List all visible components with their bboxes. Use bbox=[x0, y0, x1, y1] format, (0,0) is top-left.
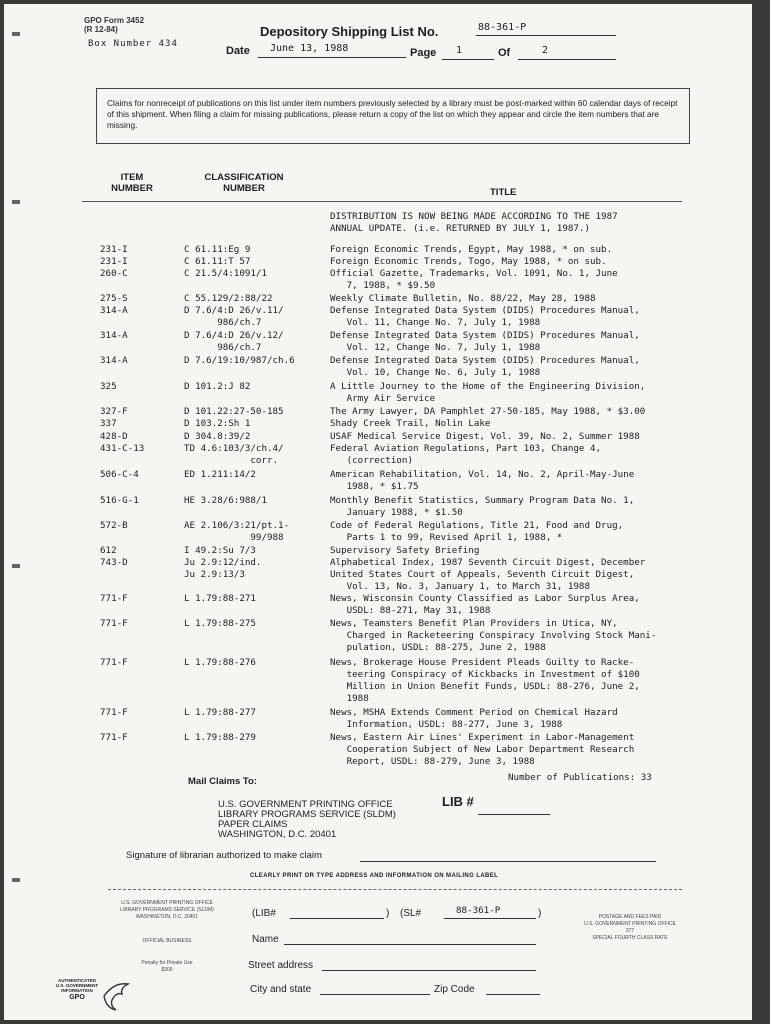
signature-line[interactable] bbox=[360, 861, 656, 862]
list-number-value: 88-361-P bbox=[478, 22, 527, 33]
publication-title: A Little Journey to the Home of the Engineering Division, bbox=[330, 381, 646, 392]
publication-title: 7, 1988, * $9.50 bbox=[330, 280, 436, 291]
list-item bbox=[4, 707, 752, 719]
list-item bbox=[4, 469, 752, 481]
publication-title: Vol. 13, No. 3, January 1, to March 31, 1988 bbox=[330, 581, 590, 592]
list-item bbox=[4, 268, 752, 280]
publication-title: teering Conspiracy of Kickbacks in Investment of $100 bbox=[330, 669, 640, 680]
list-item bbox=[4, 520, 752, 532]
official-business: OFFICIAL BUSINESS bbox=[142, 938, 192, 944]
list-item bbox=[4, 569, 752, 581]
classification-number: I 49.2:Su 7/3 bbox=[184, 545, 256, 556]
lib-number-label: LIB # bbox=[442, 794, 474, 809]
list-item bbox=[4, 732, 752, 744]
classification-number: L 1.79:88-271 bbox=[184, 593, 256, 604]
of-value: 2 bbox=[542, 45, 549, 56]
sl-field-close: ) bbox=[538, 908, 542, 919]
date-label: Date bbox=[226, 45, 250, 57]
list-item bbox=[4, 756, 752, 768]
item-number: 327-F bbox=[100, 406, 128, 417]
classification-number: 986/ch.7 bbox=[184, 342, 262, 353]
publication-title: News, Brokerage House President Pleads Guilty to Racke- bbox=[330, 657, 635, 668]
list-item bbox=[4, 657, 752, 669]
street-field[interactable] bbox=[322, 970, 536, 971]
item-number: 771-F bbox=[100, 593, 128, 604]
list-item bbox=[4, 481, 752, 493]
signature-label: Signature of librarian authorized to make claim bbox=[126, 850, 322, 861]
list-item bbox=[4, 244, 752, 256]
list-item bbox=[4, 744, 752, 756]
print-instruction: CLEARLY PRINT OR TYPE ADDRESS AND INFORMATION ON MAILING LABEL bbox=[250, 873, 499, 879]
list-item bbox=[4, 605, 752, 617]
classification-number: D 103.2:Sh 1 bbox=[184, 418, 251, 429]
postage-block: POSTAGE AND FEES PAID U.S. GOVERNMENT PRINTING OFFICE 377 SPECIAL FOURTH CLASS RATE bbox=[584, 914, 676, 941]
publication-title: USDL: 88-271, May 31, 1988 bbox=[330, 605, 491, 616]
classification-number: Ju 2.9:13/3 bbox=[184, 569, 245, 580]
sl-field[interactable] bbox=[444, 918, 536, 919]
list-item bbox=[4, 355, 752, 367]
binding-hole bbox=[12, 32, 20, 36]
column-header-item: ITEM NUMBER bbox=[111, 172, 153, 194]
list-item bbox=[4, 431, 752, 443]
item-number: 275-S bbox=[100, 293, 128, 304]
classification-number: D 7.6/4:D 26/v.12/ bbox=[184, 330, 284, 341]
list-item bbox=[4, 507, 752, 519]
publication-title: Shady Creek Trail, Nolin Lake bbox=[330, 418, 491, 429]
of-line bbox=[518, 59, 616, 60]
column-header-classification: CLASSIFICATION NUMBER bbox=[204, 172, 284, 194]
list-item bbox=[4, 293, 752, 305]
column-header-title: TITLE bbox=[490, 187, 517, 198]
binding-hole bbox=[12, 878, 20, 882]
binding-hole bbox=[12, 200, 20, 204]
publication-count: Number of Publications: 33 bbox=[508, 772, 652, 783]
publication-title: Vol. 10, Change No. 6, July 1, 1988 bbox=[330, 367, 541, 378]
publication-title: 1988 bbox=[330, 693, 369, 704]
publication-title: January 1988, * $1.50 bbox=[330, 507, 463, 518]
publication-title: ANNUAL UPDATE. (i.e. RETURNED BY JULY 1, 1987.) bbox=[330, 223, 590, 234]
publication-title: Vol. 12, Change No. 7, July 1, 1988 bbox=[330, 342, 541, 353]
list-item bbox=[4, 618, 752, 630]
publication-title: USAF Medical Service Digest, Vol. 39, No. 2, Summer 1988 bbox=[330, 431, 640, 442]
publication-title: Defense Integrated Data System (DIDS) Procedures Manual, bbox=[330, 355, 640, 366]
publication-title: Foreign Economic Trends, Egypt, May 1988, * on sub. bbox=[330, 244, 613, 255]
item-number: 231-I bbox=[100, 244, 128, 255]
list-item bbox=[4, 593, 752, 605]
name-field[interactable] bbox=[284, 944, 536, 945]
publication-title: Vol. 11, Change No. 7, July 1, 1988 bbox=[330, 317, 541, 328]
item-number: 314-A bbox=[100, 355, 128, 366]
list-item bbox=[4, 669, 752, 681]
item-number: 612 bbox=[100, 545, 117, 556]
item-number: 771-F bbox=[100, 657, 128, 668]
list-item bbox=[4, 443, 752, 455]
list-number-line bbox=[476, 35, 616, 36]
zip-label: Zip Code bbox=[434, 984, 475, 995]
claims-notice-text: Claims for nonreceipt of publications on this list under item numbers previously selected by a library must be post-marked within 60 calendar days of receipt of this shipment. When filing a claim for missing publications, please return a copy of the list on which they appear and circle the item numbers that are missing. bbox=[107, 98, 678, 130]
list-item bbox=[4, 305, 752, 317]
publication-title: Charged in Racketeering Conspiracy Involving Stock Mani- bbox=[330, 630, 657, 641]
publication-title: Parts 1 to 99, Revised April 1, 1988, * bbox=[330, 532, 563, 543]
form-id bbox=[84, 16, 144, 34]
publication-title: The Army Lawyer, DA Pamphlet 27-50-185, May 1988, * $3.00 bbox=[330, 406, 646, 417]
gpo-eagle-icon bbox=[100, 976, 134, 1012]
zip-field[interactable] bbox=[486, 994, 540, 995]
publication-title: Alphabetical Index, 1987 Seventh Circuit Digest, December bbox=[330, 557, 646, 568]
lib-field-label: (LIB# bbox=[252, 908, 276, 919]
classification-number: L 1.79:88-279 bbox=[184, 732, 256, 743]
publication-title: News, Wisconsin County Classified as Labor Surplus Area, bbox=[330, 593, 640, 604]
form-revision: (R 12-84) bbox=[84, 25, 118, 34]
publication-title: DISTRIBUTION IS NOW BEING MADE ACCORDING TO THE 1987 bbox=[330, 211, 618, 222]
publication-title: News, Teamsters Benefit Plan Providers in Utica, NY, bbox=[330, 618, 618, 629]
list-item bbox=[4, 630, 752, 642]
publication-title: News, MSHA Extends Comment Period on Chemical Hazard bbox=[330, 707, 618, 718]
item-number: 771-F bbox=[100, 707, 128, 718]
classification-number: L 1.79:88-275 bbox=[184, 618, 256, 629]
lib-field-close: ) bbox=[386, 908, 390, 919]
item-number: 743-D bbox=[100, 557, 128, 568]
item-number: 325 bbox=[100, 381, 117, 392]
mail-address: U.S. GOVERNMENT PRINTING OFFICE LIBRARY PROGRAMS SERVICE (SLDM) PAPER CLAIMS WASHINGTON, D.C. 20401 bbox=[218, 799, 396, 840]
list-item bbox=[4, 256, 752, 268]
box-number: Box Number 434 bbox=[88, 39, 178, 49]
publication-title: pulation, USDL: 88-275, June 2, 1988 bbox=[330, 642, 546, 653]
item-number: 428-D bbox=[100, 431, 128, 442]
list-title: Depository Shipping List No. bbox=[260, 24, 439, 39]
list-item bbox=[4, 681, 752, 693]
publication-title: Official Gazette, Trademarks, Vol. 1091, No. 1, June bbox=[330, 268, 618, 279]
list-item bbox=[4, 211, 752, 223]
of-label: Of bbox=[498, 47, 511, 59]
publication-title: United States Court of Appeals, Seventh Circuit Digest, bbox=[330, 569, 635, 580]
city-label: City and state bbox=[250, 984, 312, 995]
lib-number-line bbox=[478, 814, 550, 815]
publication-title: Federal Aviation Regulations, Part 103, Change 4, bbox=[330, 443, 602, 454]
publication-title: Monthly Benefit Statistics, Summary Program Data No. 1, bbox=[330, 495, 635, 506]
publication-title: Cooperation Subject of New Labor Department Research bbox=[330, 744, 635, 755]
cut-line bbox=[108, 889, 682, 890]
item-number: 431-C-13 bbox=[100, 443, 145, 454]
publication-title: Information, USDL: 88-277, June 3, 1988 bbox=[330, 719, 563, 730]
item-number: 260-C bbox=[100, 268, 128, 279]
item-number: 314-A bbox=[100, 305, 128, 316]
list-item bbox=[4, 455, 752, 467]
sl-field-label: (SL# bbox=[400, 908, 422, 919]
classification-number: D 101.22:27-50-185 bbox=[184, 406, 284, 417]
shipping-list-page bbox=[4, 4, 752, 1020]
classification-number: AE 2.106/3:21/pt.1- bbox=[184, 520, 290, 531]
item-number: 771-F bbox=[100, 732, 128, 743]
classification-number: C 61.11:Eg 9 bbox=[184, 244, 251, 255]
mail-claims-label: Mail Claims To: bbox=[188, 776, 257, 787]
publication-title: Report, USDL: 88-279, June 3, 1988 bbox=[330, 756, 535, 767]
item-number: 516-G-1 bbox=[100, 495, 139, 506]
classification-number: HE 3.28/6:988/1 bbox=[184, 495, 267, 506]
classification-number: corr. bbox=[184, 455, 279, 466]
publication-title: Army Air Service bbox=[330, 393, 436, 404]
list-item bbox=[4, 367, 752, 379]
list-item bbox=[4, 693, 752, 705]
classification-number: L 1.79:88-277 bbox=[184, 707, 256, 718]
list-item bbox=[4, 418, 752, 430]
classification-number: ED 1.211:14/2 bbox=[184, 469, 256, 480]
list-item bbox=[4, 495, 752, 507]
city-field[interactable] bbox=[320, 994, 430, 995]
list-item bbox=[4, 557, 752, 569]
list-item bbox=[4, 280, 752, 292]
item-number: 572-B bbox=[100, 520, 128, 531]
publication-title: News, Eastern Air Lines' Experiment in Labor-Management bbox=[330, 732, 635, 743]
publication-title: Supervisory Safety Briefing bbox=[330, 545, 480, 556]
form-number: GPO Form 3452 bbox=[84, 16, 145, 25]
classification-number: 99/988 bbox=[184, 532, 284, 543]
gpo-logo: AUTHENTICATED U.S. GOVERNMENT INFORMATION GPO bbox=[55, 978, 99, 1001]
item-number: 314-A bbox=[100, 330, 128, 341]
classification-number: TD 4.6:103/3/ch.4/ bbox=[184, 443, 284, 454]
page-line bbox=[442, 59, 494, 60]
publication-title: Defense Integrated Data System (DIDS) Procedures Manual, bbox=[330, 330, 640, 341]
sl-field-value: 88-361-P bbox=[456, 905, 501, 916]
page-value: 1 bbox=[456, 45, 463, 56]
publication-title: (correction) bbox=[330, 455, 413, 466]
list-item bbox=[4, 342, 752, 354]
page-label: Page bbox=[410, 47, 437, 59]
classification-number: C 55.129/2:88/22 bbox=[184, 293, 273, 304]
classification-number: D 7.6/4:D 26/v.11/ bbox=[184, 305, 284, 316]
list-item bbox=[4, 532, 752, 544]
publication-title: Weekly Climate Bulletin, No. 88/22, May 28, 1988 bbox=[330, 293, 596, 304]
item-number: 337 bbox=[100, 418, 117, 429]
item-number: 231-I bbox=[100, 256, 128, 267]
binding-hole bbox=[12, 564, 20, 568]
classification-number: D 101.2:J 82 bbox=[184, 381, 251, 392]
classification-number: 986/ch.7 bbox=[184, 317, 262, 328]
date-value: June 13, 1988 bbox=[270, 43, 349, 54]
publication-title: Defense Integrated Data System (DIDS) Procedures Manual, bbox=[330, 305, 640, 316]
publication-title: American Rehabilitation, Vol. 14, No. 2, April-May-June bbox=[330, 469, 635, 480]
classification-number: C 61.11:T 57 bbox=[184, 256, 251, 267]
classification-number: C 21.5/4:1091/1 bbox=[184, 268, 267, 279]
header-rule bbox=[82, 201, 682, 202]
publication-title: Million in Union Benefit Funds, USDL: 88-276, June 2, bbox=[330, 681, 640, 692]
classification-number: D 304.8:39/2 bbox=[184, 431, 251, 442]
return-address: U.S. GOVERNMENT PRINTING OFFICE LIBRARY PROGRAMS SERVICE (SLDM) WASHINGTON, D.C. 20401 bbox=[120, 900, 214, 920]
item-number: 771-F bbox=[100, 618, 128, 629]
list-item bbox=[4, 393, 752, 405]
list-item bbox=[4, 545, 752, 557]
claims-notice-box bbox=[96, 88, 690, 144]
item-number: 506-C-4 bbox=[100, 469, 139, 480]
list-item bbox=[4, 719, 752, 731]
publication-title: 1988, * $1.75 bbox=[330, 481, 419, 492]
list-item bbox=[4, 330, 752, 342]
street-label: Street address bbox=[248, 960, 314, 971]
date-line bbox=[258, 57, 406, 58]
list-item bbox=[4, 406, 752, 418]
list-item bbox=[4, 642, 752, 654]
publication-title: Foreign Economic Trends, Togo, May 1988, * on sub. bbox=[330, 256, 607, 267]
classification-number: L 1.79:88-276 bbox=[184, 657, 256, 668]
lib-field[interactable] bbox=[290, 918, 384, 919]
penalty-notice: Penalty for Private Use $300 bbox=[141, 960, 193, 973]
list-item bbox=[4, 581, 752, 593]
list-item bbox=[4, 223, 752, 235]
publication-title: Code of Federal Regulations, Title 21, Food and Drug, bbox=[330, 520, 624, 531]
list-item bbox=[4, 317, 752, 329]
classification-number: D 7.6/19:10/987/ch.6 bbox=[184, 355, 295, 366]
list-item bbox=[4, 381, 752, 393]
name-label: Name bbox=[252, 934, 279, 945]
classification-number: Ju 2.9:12/ind. bbox=[184, 557, 262, 568]
